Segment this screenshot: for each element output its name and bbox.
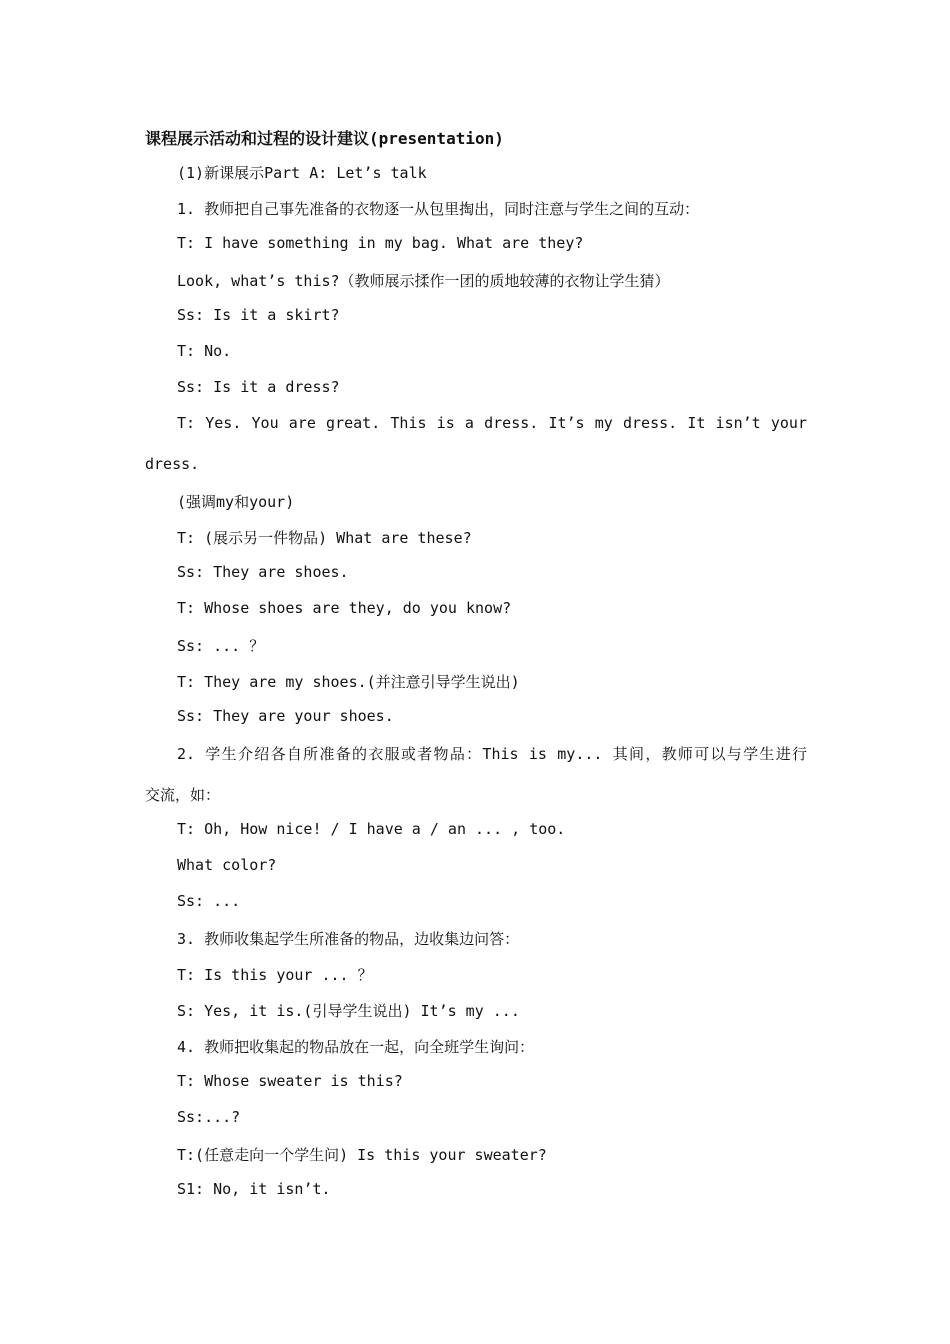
text-line: (1)新课展示Part A: Let’s talk (177, 164, 427, 182)
text-line: 1. 教师把自己事先准备的衣物逐一从包里掏出，同时注意与学生之间的互动： (177, 200, 700, 218)
text-line: T: Whose shoes are they, do you know? (177, 599, 512, 617)
text-line: Look, what’s this?（教师展示揉作一团的质地较薄的衣物让学生猜） (177, 272, 670, 290)
text-line: Ss: They are shoes. (177, 563, 349, 581)
text-line: T: (展示另一件物品) What are these? (177, 529, 472, 547)
text-line: Ss: Is it a dress? (177, 378, 340, 396)
section-title: 课程展示活动和过程的设计建议(presentation) (145, 129, 504, 148)
text-line: Ss:...? (177, 1108, 241, 1126)
text-line: (强调my和your) (177, 493, 295, 511)
text-line: T: Whose sweater is this? (177, 1072, 403, 1090)
text-line: 4. 教师把收集起的物品放在一起，向全班学生询问： (177, 1038, 535, 1056)
text-line: 3. 教师收集起学生所准备的物品，边收集边问答： (177, 930, 520, 948)
text-line: What color? (177, 856, 277, 874)
text-line: S1: No, it isn’t. (177, 1180, 331, 1198)
text-line: T: No. (177, 342, 232, 360)
text-line: T:(任意走向一个学生问) Is this your sweater? (177, 1146, 547, 1164)
text-line: T: Is this your ... ？ (177, 966, 373, 984)
text-line: T: I have something in my bag. What are they? (177, 234, 584, 252)
text-line-continuation: dress. (145, 455, 200, 473)
text-line: 2. 学生介绍各自所准备的衣服或者物品：This is my... 其间，教师可以与学生进行 (177, 745, 807, 763)
text-line: Ss: Is it a skirt? (177, 306, 340, 324)
text-line: T: Oh, How nice! / I have a / an ... , too. (177, 820, 566, 838)
text-line: S: Yes, it is.(引导学生说出) It’s my ... (177, 1002, 520, 1020)
text-line: Ss: They are your shoes. (177, 707, 394, 725)
text-line: T: Yes. You are great. This is a dress. It’s my dress. It isn’t your (177, 414, 807, 432)
text-line-continuation: 交流，如： (145, 786, 221, 804)
text-line: Ss: ... (177, 892, 241, 910)
text-line: Ss: ... ？ (177, 637, 265, 655)
text-line: T: They are my shoes.(并注意引导学生说出) (177, 673, 520, 691)
